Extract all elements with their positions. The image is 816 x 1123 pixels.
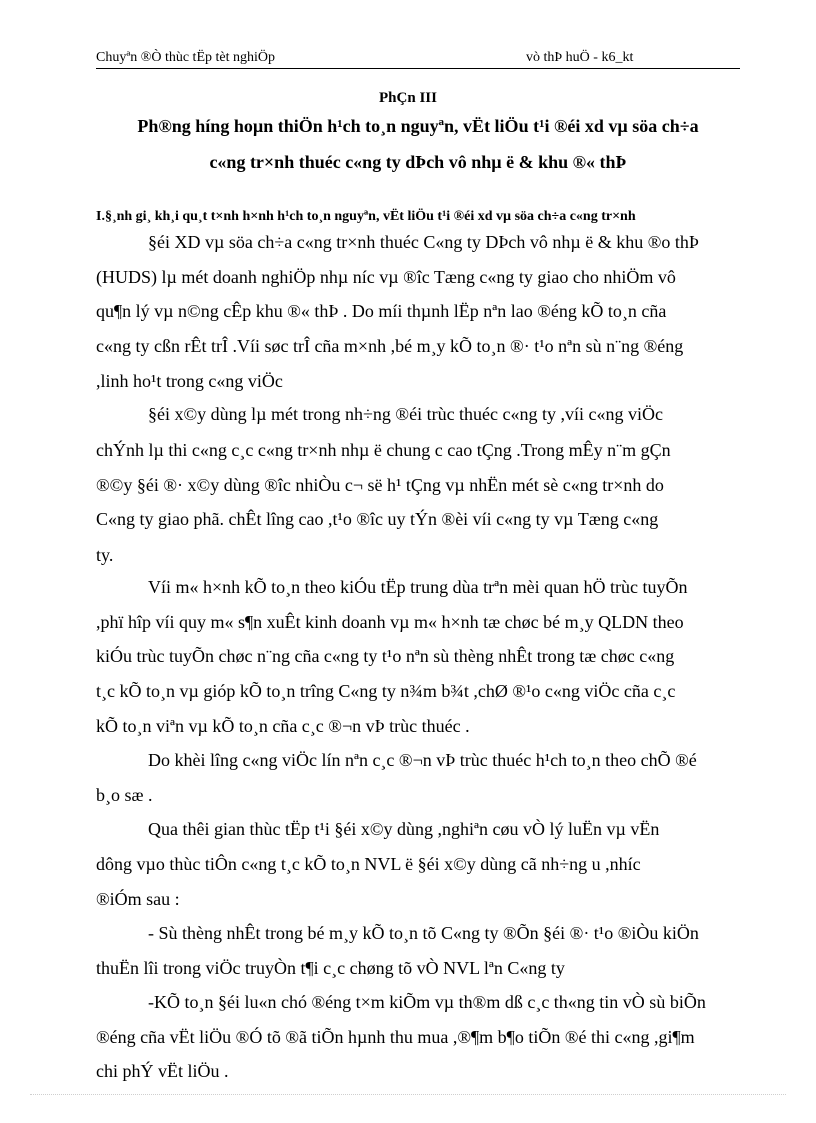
body-line: ®éng cña vËt liÖu ®Ó tõ ®ã tiÕn hµnh thu mua ,®¶m b¶o tiÕn ®é thi c«ng ,gi¶m (96, 1027, 695, 1047)
body-line: thuËn lîi trong viÖc truyÒn t¶i c¸c chøng tõ vÒ NVL lªn C«ng ty (96, 958, 565, 978)
chapter-heading-line-1: Ph®ng híng hoµn thiÖn h¹ch to¸n nguyªn, vËt liÖu t¹i ®éi xd vµ söa ch÷a (137, 116, 699, 136)
header-divider (96, 68, 740, 69)
body-line: kiÓu trùc tuyÕn chøc n¨ng cña c«ng ty t¹o nªn sù thèng nhÊt trong tæ chøc c«ng (96, 646, 675, 666)
body-line: Do khèi lîng c«ng viÖc lín nªn c¸c ®¬n vÞ trùc thuéc h¹ch to¸n theo chÕ ®é (148, 750, 697, 770)
body-line: ,phï hîp víi quy m« s¶n xuÊt kinh doanh vµ m« h×nh tæ chøc bé m¸y QLDN theo (96, 612, 684, 632)
body-line: ®iÓm sau : (96, 889, 180, 909)
body-line: (HUDS) lµ mét doanh nghiÖp nhµ níc vµ ®îc Tæng c«ng ty giao cho nhiÖm vô (96, 267, 676, 287)
body-line: Víi m« h×nh kÕ to¸n theo kiÓu tËp trung dùa trªn mèi quan hÖ trùc tuyÕn (148, 577, 688, 597)
body-line: -KÕ to¸n §éi lu«n chó ®éng t×m kiÕm vµ th®m dß c¸c th«ng tin vÒ sù biÕn (148, 992, 706, 1012)
header-right-text: vò thÞ huÖ - k6_kt (526, 50, 634, 65)
chapter-heading-line-2: c«ng tr×nh thuéc c«ng ty dÞch vô nhµ ë & khu ®« thÞ (209, 152, 627, 172)
body-line: §éi x©y dùng lµ mét trong nh÷ng ®éi trùc thuéc c«ng ty ,víi c«ng viÖc (148, 404, 664, 424)
body-line: ,linh ho¹t trong c«ng viÖc (96, 371, 283, 391)
body-line: - Sù thèng nhÊt trong bé m¸y kÕ to¸n tõ C«ng ty ®Õn §éi ®· t¹o ®iÒu kiÖn (148, 923, 699, 943)
part-title: PhÇn III (379, 90, 437, 106)
body-line: ty. (96, 545, 114, 565)
body-line: qu¶n lý vµ n©ng cÊp khu ®« thÞ . Do míi thµnh lËp nªn lao ®éng kÕ to¸n cña (96, 301, 667, 321)
body-line: b¸o sæ . (96, 785, 153, 805)
page-header (96, 50, 740, 70)
body-line: chÝnh lµ thi c«ng c¸c c«ng tr×nh nhµ ë chung c cao tÇng .Trong mÊy n¨m gÇn (96, 440, 671, 460)
body-line: C«ng ty giao phã. chÊt lîng cao ,t¹o ®îc uy tÝn ®èi víi c«ng ty vµ Tæng c«ng (96, 509, 659, 529)
body-line: chi phÝ vËt liÖu . (96, 1061, 229, 1081)
section-heading: I.§¸nh gi¸ kh¸i qu¸t t×nh h×nh h¹ch to¸n nguyªn, vËt liÖu t¹i ®éi xd vµ söa ch÷a c«ng tr×nh (96, 209, 636, 224)
body-line: kÕ to¸n viªn vµ kÕ to¸n cña c¸c ®¬n vÞ trùc thuéc . (96, 716, 470, 736)
body-line: Qua thêi gian thùc tËp t¹i §éi x©y dùng ,nghiªn cøu vÒ lý luËn vµ vËn (148, 819, 660, 839)
page-bottom-divider (30, 1094, 786, 1095)
body-line: t¸c kÕ to¸n vµ gióp kÕ to¸n trîng C«ng ty n¾m b¾t ,chØ ®¹o c«ng viÖc cña c¸c (96, 681, 676, 701)
body-line: dông vµo thùc tiÔn c«ng t¸c kÕ to¸n NVL ë §éi x©y dùng cã nh÷ng u ,nhíc (96, 854, 641, 874)
body-line: c«ng ty cßn rÊt trÎ .Víi søc trÎ cña m×nh ,bé m¸y kÕ to¸n ®· t¹o nªn sù n¨ng ®éng (96, 336, 684, 356)
header-left-text: Chuyªn ®Ò thùc tËp tèt nghiÖp (96, 50, 275, 65)
body-line: ®©y §éi ®· x©y dùng ®îc nhiÒu c¬ së h¹ tÇng vµ nhËn mét sè c«ng tr×nh do (96, 475, 664, 495)
body-line: §éi XD vµ söa ch÷a c«ng tr×nh thuéc C«ng ty DÞch vô nhµ ë & khu ®o thÞ (148, 232, 699, 252)
